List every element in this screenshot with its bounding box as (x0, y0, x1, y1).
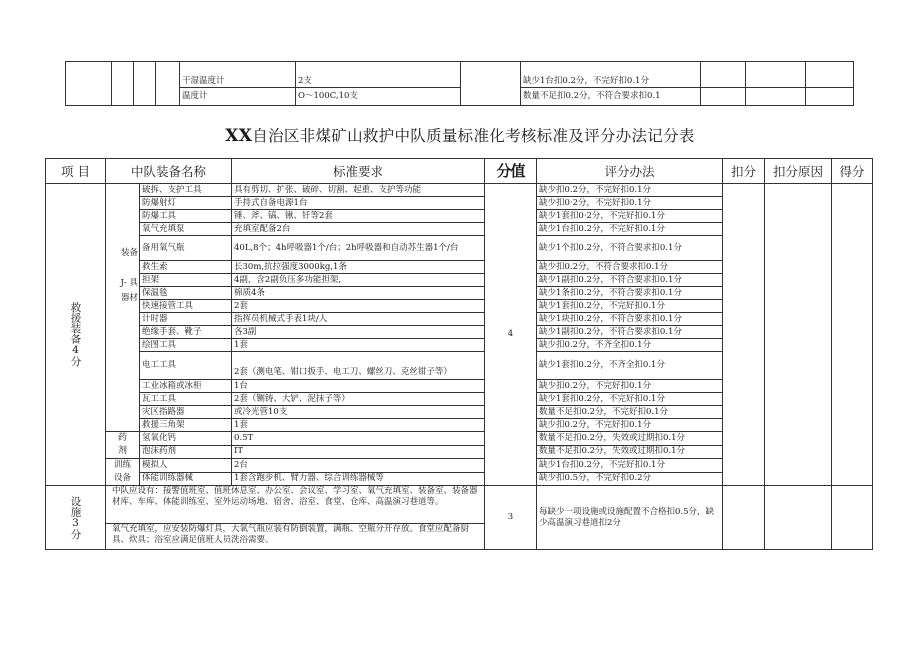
method-cell: 数量不足扣0.2分，不符合要求扣0.1 (521, 88, 701, 106)
item-cell: 救生索 (140, 261, 232, 274)
method-cell: 缺少扣0.2分，不完好扣0.1分 (537, 184, 723, 197)
standard-cell: 或冷光管10支 (232, 406, 485, 419)
item-cell: 防爆工具 (140, 210, 232, 223)
item-cell: 计时器 (140, 313, 232, 326)
scoring-table (45, 158, 873, 550)
item-cell: 快速接管工具 (140, 300, 232, 313)
method-cell: 缺少1副扣0.2分，不符合要求扣0.1分 (537, 274, 723, 287)
training-subgroup (106, 459, 140, 486)
item-cell: 温度计 (180, 88, 296, 106)
method-cell: 缺少1块扣0.2分，不符合要求扣0.1分 (537, 313, 723, 326)
item-cell: 防爆射灯 (140, 197, 232, 210)
method-cell: 数量不足扣0.2分，不完好扣0.1分 (537, 406, 723, 419)
method-cell: 缺少扣0.2分，不完好扣0.1分 (537, 419, 723, 432)
method-cell: 缺少1个扣0.2分，不符合要求扣0.1分 (537, 236, 723, 261)
method-cell: 缺少1套扣0.2分，不完好扣0.1分 (537, 300, 723, 313)
standard-cell: 2台 (232, 459, 485, 473)
method-cell: 缺少扣0·2分，不完好扣0.1分 (537, 197, 723, 210)
standard-cell: 指挥员机械式手表1块/人 (232, 313, 485, 326)
standard-cell: 2套（铡铸、大铲、泥抹子等） (232, 393, 485, 406)
standard-cell: 锤、斧、镐、锹、钎等2套 (232, 210, 485, 223)
method-cell: 缺少1套扣0·2分，不完好扣0.1分 (537, 210, 723, 223)
standard-cell: 棉质4条 (232, 287, 485, 300)
title-prefix: XX (225, 126, 253, 146)
method-cell: 数量不足扣0.2分，失效或过期扣0.1分 (537, 445, 723, 459)
method-cell: 缺少1台扣0.2分，不完好扣0.1分 (537, 459, 723, 473)
facilities-cell: 中队应设有：接警值班室、值班休息室、办公室、会议室、学习室、氧气充填室、装备室、装备器材库、车库、体能训练室、室外运动场地、宿舍、浴室、食堂、仓库、高温演习巷道等。 (106, 486, 485, 524)
item-cell: 瓦工工具 (140, 393, 232, 406)
equipment-subgroup (106, 184, 140, 432)
item-cell: 工业冰箱或冰柜 (140, 380, 232, 393)
section1-label: 救援装备4分 (69, 302, 82, 367)
item-cell: 干湿温度计 (180, 62, 296, 88)
header-equipment-name: 中队装备名称 (106, 159, 232, 184)
header-method: 评分办法 (537, 159, 723, 184)
method-cell: 缺少1套扣0.2分，不完好扣0.1分 (537, 393, 723, 406)
method-cell: 缺少1套扣0.2分，不齐全扣0.1分 (537, 352, 723, 380)
item-cell: 体能训练器械 (140, 472, 232, 486)
table-header (46, 159, 873, 184)
method-cell: 缺少1台扣0.2分，不完好扣0.1分 (537, 223, 723, 236)
item-cell: 备用氧气瓶 (140, 236, 232, 261)
method-cell: 缺少扣0.2分，不符合要求扣0.1分 (537, 261, 723, 274)
item-cell: 救援三角架 (140, 419, 232, 432)
item-cell: 绝缘手套、靴子 (140, 326, 232, 339)
section-label-cell (46, 486, 106, 550)
standard-cell: 各3副 (232, 326, 485, 339)
subgroup-drug-a: 药 (117, 433, 127, 443)
header-project: 项 目 (46, 159, 106, 184)
title-text: 自治区非煤矿山救护中队质量标准化考核标准及评分办法记分表 (252, 127, 695, 145)
standard-cell: 1套 (232, 339, 485, 352)
subgroup-train-a: 训练 (113, 460, 131, 470)
standard-cell: 1套 (232, 419, 485, 432)
section1-score: 4 (485, 184, 537, 486)
page-title (0, 124, 920, 146)
method-cell: 缺少扣0.5分，不完好扣0.2分 (537, 472, 723, 486)
standard-cell: 充填室配备2台 (232, 223, 485, 236)
item-cell: 泡沫药剂 (140, 445, 232, 459)
method-cell: 缺少1副扣0.2分，不符合要求扣0.1分 (537, 326, 723, 339)
item-cell: 保温毯 (140, 287, 232, 300)
standard-cell: 2支 (296, 62, 461, 88)
section2-score: 3 (485, 486, 537, 550)
standard-cell: 40L,8个；4h呼吸器1个/台；2h呼吸器和自动苏生器1个/台 (232, 236, 485, 261)
standard-cell: 1套含跑步机、臂力器、综合训练器械等 (232, 472, 485, 486)
header-reason: 扣分原因 (765, 159, 832, 184)
subgroup-train-b: 设备 (113, 473, 131, 483)
standard-cell: 长30m,抗拉强度3000kg,1条 (232, 261, 485, 274)
method-cell: 数量不足扣0.2分，失效或过期扣0.1分 (537, 432, 723, 446)
header-score: 分值 (485, 159, 537, 184)
method-cell: 缺少扣0.2分，不齐全扣0.1分 (537, 339, 723, 352)
item-cell: 灾区指路器 (140, 406, 232, 419)
header-standard: 标准要求 (232, 159, 485, 184)
continued-table (65, 61, 854, 106)
method-cell: 缺少1条扣0.2分，不符合要求扣0.1分 (537, 287, 723, 300)
item-cell: 破拆、支护工具 (140, 184, 232, 197)
method-cell: 缺少扣0.2分，不完好扣0.1分 (537, 380, 723, 393)
standard-cell: 具有剪切、扩张、破碎、切割、起重、支护等功能 (232, 184, 485, 197)
item-cell: 模拟人 (140, 459, 232, 473)
section-label-cell (46, 184, 106, 486)
table-row (66, 88, 854, 106)
standard-cell: 1台 (232, 380, 485, 393)
section2-label: 设施3分 (69, 495, 82, 540)
subgroup-equipment-a: 装备 (120, 247, 138, 258)
table-row (46, 184, 873, 197)
standard-cell: 0.5T (232, 432, 485, 446)
item-cell: 绘图工具 (140, 339, 232, 352)
standard-cell: 4副，含2副负压多功能担架, (232, 274, 485, 287)
standard-cell: O～100C,10支 (296, 88, 461, 106)
item-cell: 担架 (140, 274, 232, 287)
item-cell: 氧气充填泵 (140, 223, 232, 236)
drug-subgroup (106, 432, 140, 459)
table-row (46, 486, 873, 524)
table-row (66, 62, 854, 88)
subgroup-equipment-c: 器材 (120, 292, 138, 303)
standard-cell: 2套（测电笔、钳口扳手、电工刀、螺丝刀、克丝钳子等） (232, 352, 485, 380)
item-cell: 氢氧化钙 (140, 432, 232, 446)
oxygen-cell: 氧气充填室，应安装防爆灯具，大氧气瓶应装有防倒装置，满瓶、空瓶分开存放。食堂应配备厨具、炊具；浴室应满足值班人员洗浴需要。 (106, 524, 485, 550)
header-points: 得分 (832, 159, 873, 184)
standard-cell: IT (232, 445, 485, 459)
standard-cell: 2套 (232, 300, 485, 313)
item-cell: 电工工具 (140, 352, 232, 380)
section2-method: 每缺少一项设施或设施配置不合格扣0.5分，缺少高温演习巷道扣2分 (537, 486, 723, 550)
subgroup-drug-b: 剂 (117, 446, 127, 456)
method-cell: 缺少1台扣0.2分，不完好扣0.1分 (521, 62, 701, 88)
standard-cell: 手持式自备电源1台 (232, 197, 485, 210)
header-deduct: 扣分 (723, 159, 765, 184)
subgroup-equipment-b: J- 具 (120, 277, 138, 288)
